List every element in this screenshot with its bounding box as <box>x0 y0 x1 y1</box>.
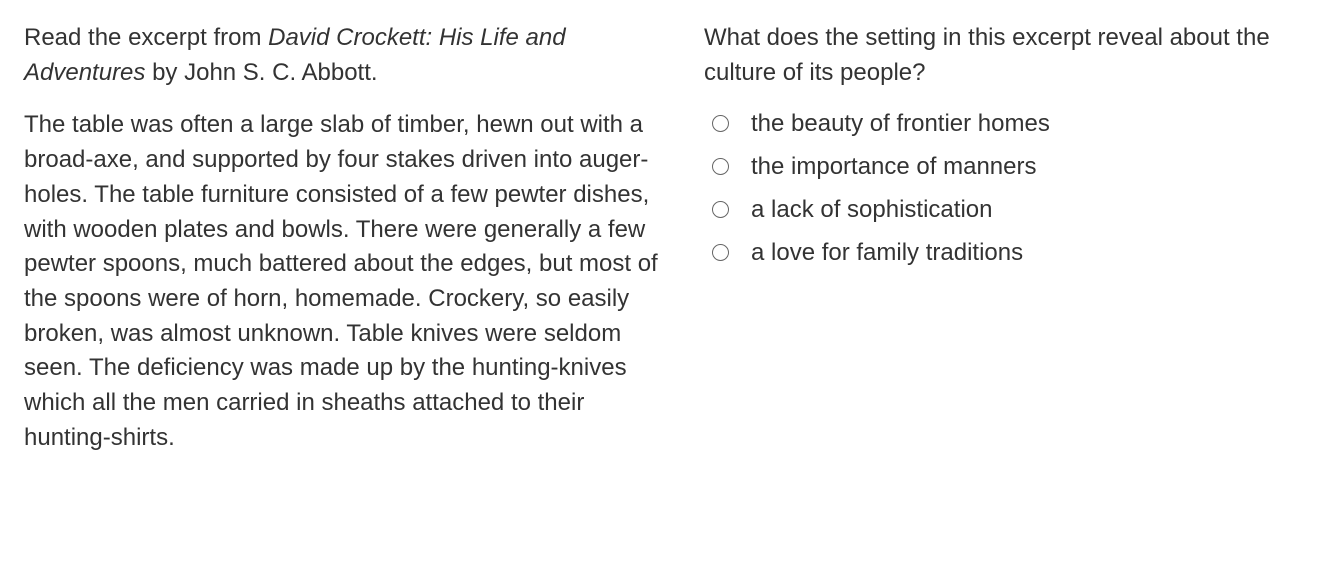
choice-label: the importance of manners <box>751 152 1037 180</box>
answer-choice[interactable] <box>704 145 1334 188</box>
answer-choice[interactable] <box>704 102 1334 145</box>
question-panel <box>704 21 1334 274</box>
passage-panel <box>24 21 674 455</box>
radio-button-icon[interactable] <box>712 201 729 218</box>
answer-choice[interactable] <box>704 188 1334 231</box>
answer-choice[interactable] <box>704 231 1334 274</box>
radio-button-icon[interactable] <box>712 115 729 132</box>
radio-button-icon[interactable] <box>712 244 729 261</box>
passage-intro <box>24 21 674 90</box>
choice-label: a love for family traditions <box>751 238 1024 266</box>
intro-suffix: by John S. C. Abbott. <box>145 58 378 86</box>
book-title: David Crockett: His Life and Adventures <box>24 24 566 86</box>
intro-prefix: Read the excerpt from <box>24 24 269 51</box>
radio-button-icon[interactable] <box>712 158 729 175</box>
choice-label: a lack of sophistication <box>751 195 993 223</box>
question-text: What does the setting in this excerpt reveal about the culture of its people? <box>704 24 1270 86</box>
answer-choices <box>704 102 1334 274</box>
choice-label: the beauty of frontier homes <box>751 109 1050 137</box>
excerpt-text: The table was often a large slab of timber, hewn out with a broad-axe, and supported by four stakes driven into auger-holes. The table furniture consisted of a few pewter dishes, with wooden plates and bowls. There were generally a few pewter spoons, much battered about the edges, but most of the spoons were of horn, homemade. Crockery, so easily broken, was almost unknown. Table knives were seldom seen. The deficiency was made up by the hunting-knives which all the men carried in sheaths attached to their hunting-shirts. <box>24 111 658 451</box>
